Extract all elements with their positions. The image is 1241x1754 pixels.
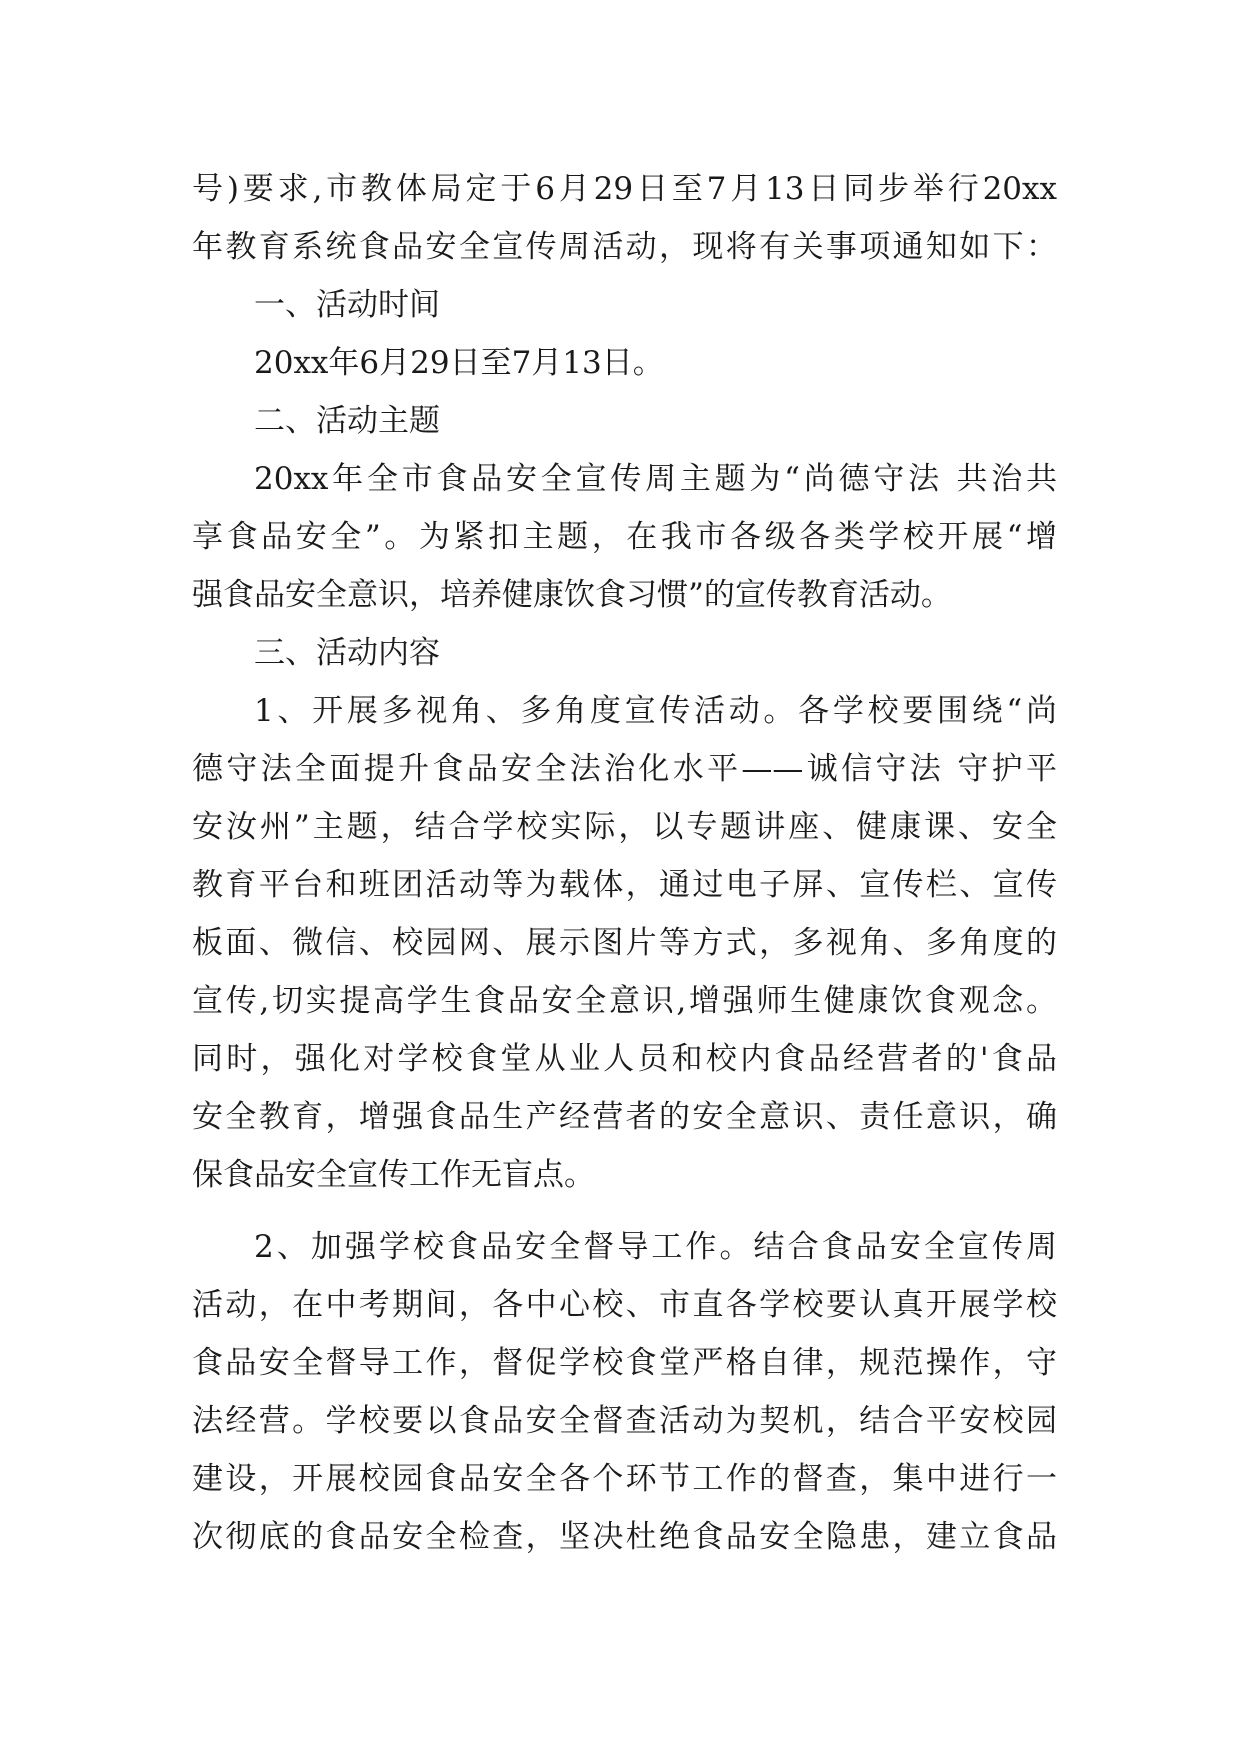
text-line: 法经营。学校要以食品安全督查活动为契机，结合平安校园: [192, 1403, 1057, 1439]
text-line: 活动，在中考期间，各中心校、市直各学校要认真开展学校: [192, 1287, 1057, 1323]
text-line: 建设，开展校园食品安全各个环节工作的督查，集中进行一: [192, 1461, 1057, 1497]
document-body: [192, 160, 1057, 1566]
text-line: 年教育系统食品安全宣传周活动，现将有关事项通知如下：: [192, 229, 1057, 265]
text-line: 保食品安全宣传工作无盲点。: [192, 1157, 595, 1193]
paragraph-gap: [192, 1204, 1057, 1218]
text-line: 强食品安全意识，培养健康饮食习惯”的宣传教育活动。: [192, 577, 952, 613]
text-line: 1、开展多视角、多角度宣传活动。各学校要围绕“尚: [254, 693, 1057, 729]
section-heading: 二、活动主题: [254, 403, 440, 439]
section-heading: 一、活动时间: [254, 287, 440, 323]
text-line: 享食品安全”。为紧扣主题，在我市各级各类学校开展“增: [192, 519, 1057, 555]
text-line: 同时，强化对学校食堂从业人员和校内食品经营者的'食品: [192, 1041, 1057, 1077]
section-heading: 三、活动内容: [254, 635, 440, 671]
text-line: 宣传,切实提高学生食品安全意识,增强师生健康饮食观念。: [192, 983, 1057, 1019]
text-line: 安汝州”主题，结合学校实际，以专题讲座、健康课、安全: [192, 809, 1057, 845]
text-line: 20xx年6月29日至7月13日。: [254, 345, 664, 381]
text-line: 教育平台和班团活动等为载体，通过电子屏、宣传栏、宣传: [192, 867, 1057, 903]
text-line: 次彻底的食品安全检查，坚决杜绝食品安全隐患，建立食品: [192, 1519, 1057, 1555]
text-line: 号)要求,市教体局定于6月29日至7月13日同步举行20xx: [192, 171, 1057, 207]
text-line: 安全教育，增强食品生产经营者的安全意识、责任意识，确: [192, 1099, 1057, 1135]
text-line: 20xx年全市食品安全宣传周主题为“尚德守法 共治共: [254, 461, 1057, 497]
text-line: 食品安全督导工作，督促学校食堂严格自律，规范操作，守: [192, 1345, 1057, 1381]
text-line: 2、加强学校食品安全督导工作。结合食品安全宣传周: [254, 1229, 1057, 1265]
text-line: 德守法全面提升食品安全法治化水平——诚信守法 守护平: [192, 751, 1057, 787]
text-line: 板面、微信、校园网、展示图片等方式，多视角、多角度的: [192, 925, 1057, 961]
